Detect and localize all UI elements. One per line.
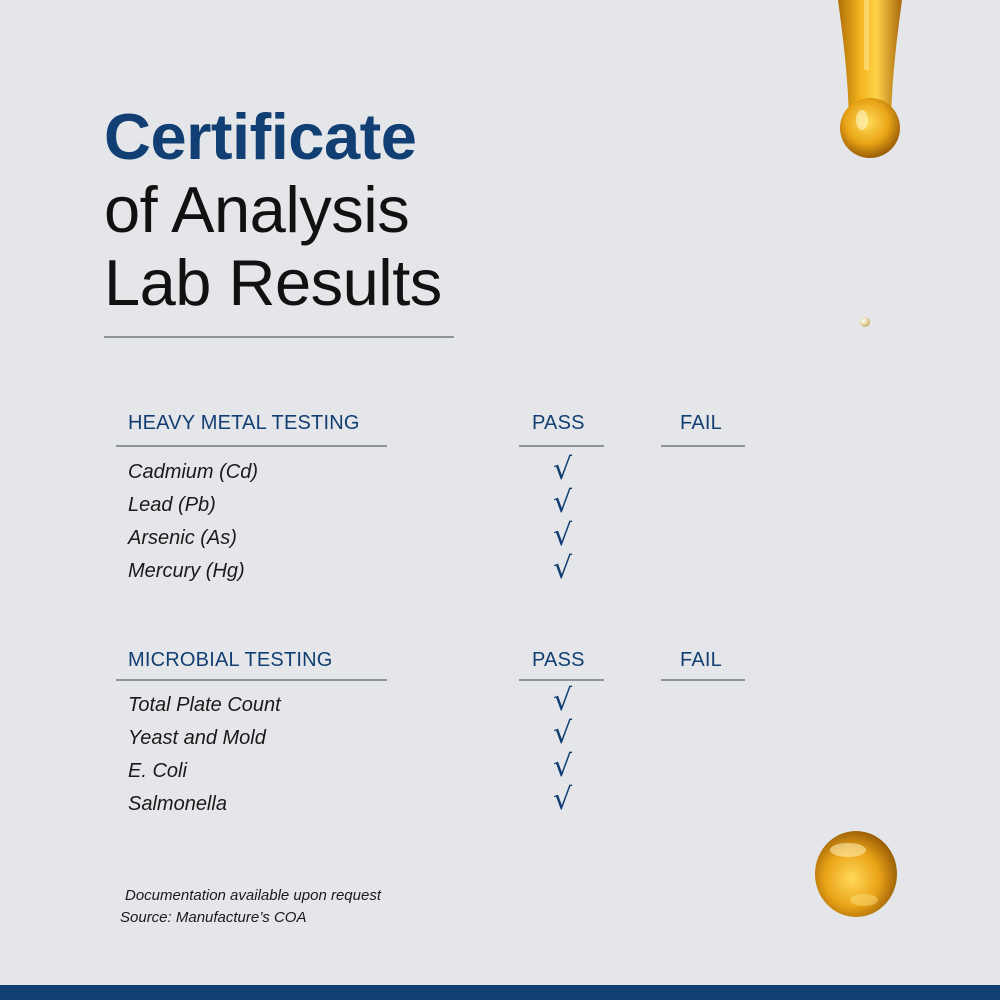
- check-icon: √: [553, 551, 573, 586]
- oil-droplet-icon: [812, 828, 900, 920]
- check-icon: √: [553, 485, 573, 520]
- check-icon: √: [553, 518, 573, 553]
- row-label-yeast-and-mold: Yeast and Mold: [128, 727, 266, 749]
- row-label-e-coli: E. Coli: [128, 760, 187, 782]
- check-icon: √: [553, 452, 573, 487]
- check-icon: √: [553, 749, 573, 784]
- microbial-heading-rule: [116, 679, 387, 681]
- bottom-accent-bar: [0, 985, 1000, 1000]
- row-label-mercury: Mercury (Hg): [128, 560, 245, 582]
- title-line-3: Lab Results: [104, 246, 442, 319]
- heavy-metal-fail-rule: [661, 445, 745, 447]
- heavy-metal-pass-header: PASS: [532, 412, 585, 434]
- microbial-pass-header: PASS: [532, 649, 585, 671]
- oil-drip-icon: [820, 0, 920, 170]
- row-label-lead: Lead (Pb): [128, 494, 216, 516]
- heavy-metal-heading: HEAVY METAL TESTING: [128, 412, 360, 434]
- title-line-1: Certificate: [104, 100, 417, 173]
- microbial-fail-rule: [661, 679, 745, 681]
- row-label-total-plate-count: Total Plate Count: [128, 694, 281, 716]
- footer-source: Source: Manufacture’s COA: [120, 909, 307, 926]
- row-label-cadmium: Cadmium (Cd): [128, 461, 259, 483]
- heavy-metal-heading-rule: [116, 445, 387, 447]
- check-icon: √: [553, 782, 573, 817]
- check-icon: √: [553, 683, 573, 718]
- row-label-arsenic: Arsenic (As): [128, 527, 237, 549]
- check-icon: √: [553, 716, 573, 751]
- row-label-salmonella: Salmonella: [128, 793, 227, 815]
- heavy-metal-pass-rule: [519, 445, 604, 447]
- title-divider: [104, 336, 454, 338]
- page-title: [104, 100, 442, 319]
- microbial-heading: MICROBIAL TESTING: [128, 649, 333, 671]
- title-line-2: of Analysis: [104, 173, 410, 246]
- footer-note: Documentation available upon request: [125, 887, 382, 904]
- microbial-fail-header: FAIL: [680, 649, 722, 671]
- microbial-pass-rule: [519, 679, 604, 681]
- bubble-icon: [860, 317, 870, 327]
- heavy-metal-fail-header: FAIL: [680, 412, 722, 434]
